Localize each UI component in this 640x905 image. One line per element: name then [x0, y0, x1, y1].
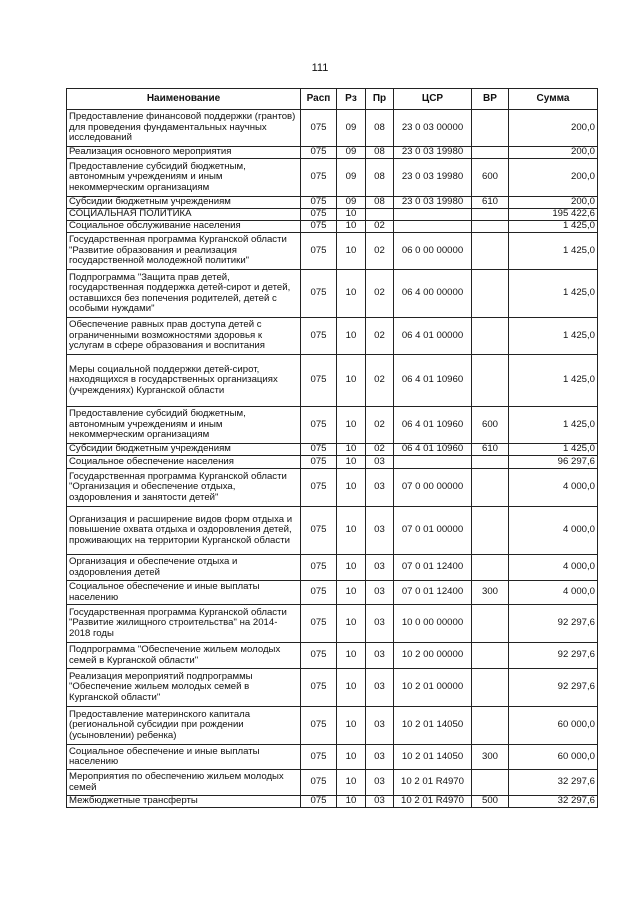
- cell-name: Государственная программа Курганской области "Развитие образования и реализация государственной молодежной политики": [67, 233, 301, 270]
- cell-vr: [472, 469, 509, 507]
- cell-name: Межбюджетные трансферты: [67, 796, 301, 808]
- cell-pr: 02: [366, 318, 394, 355]
- cell-rasp: 075: [301, 355, 337, 407]
- table-header-row: [67, 89, 598, 110]
- cell-sum: 32 297,6: [509, 796, 598, 808]
- cell-rasp: 075: [301, 643, 337, 669]
- table-row: [67, 745, 598, 770]
- column-header-csr: ЦСР: [394, 89, 472, 110]
- table-row: [67, 197, 598, 209]
- table-row: [67, 555, 598, 581]
- cell-csr: 10 2 01 14050: [394, 707, 472, 745]
- cell-rz: 10: [337, 355, 366, 407]
- cell-vr: [472, 221, 509, 233]
- cell-vr: 600: [472, 159, 509, 197]
- cell-rz: 10: [337, 643, 366, 669]
- cell-rasp: 075: [301, 209, 337, 221]
- cell-rasp: 075: [301, 581, 337, 605]
- table-row: [67, 110, 598, 147]
- cell-rasp: 075: [301, 147, 337, 159]
- cell-rz: 10: [337, 318, 366, 355]
- table-row: [67, 159, 598, 197]
- cell-rasp: 075: [301, 197, 337, 209]
- cell-rasp: 075: [301, 456, 337, 469]
- cell-vr: [472, 110, 509, 147]
- cell-csr: 10 2 00 00000: [394, 643, 472, 669]
- cell-vr: [472, 770, 509, 796]
- cell-rasp: 075: [301, 507, 337, 555]
- cell-pr: 03: [366, 456, 394, 469]
- table-row: [67, 456, 598, 469]
- cell-sum: 32 297,6: [509, 770, 598, 796]
- cell-name: Организация и расширение видов форм отдыха и повышение охвата отдыха и оздоровления детей, проживающих на территории Курганской области: [67, 507, 301, 555]
- cell-vr: [472, 669, 509, 707]
- cell-vr: 500: [472, 796, 509, 808]
- cell-rz: 10: [337, 407, 366, 444]
- cell-csr: 10 2 01 00000: [394, 669, 472, 707]
- cell-rz: 10: [337, 669, 366, 707]
- cell-rasp: 075: [301, 770, 337, 796]
- cell-name: Субсидии бюджетным учреждениям: [67, 197, 301, 209]
- budget-table: [66, 88, 598, 808]
- cell-csr: 23 0 03 19980: [394, 197, 472, 209]
- table-row: [67, 355, 598, 407]
- cell-sum: 200,0: [509, 197, 598, 209]
- table-row: [67, 209, 598, 221]
- cell-vr: 600: [472, 407, 509, 444]
- cell-pr: 02: [366, 270, 394, 318]
- cell-name: Меры социальной поддержки детей-сирот, находящихся в государственных организациях (учреждениях) Курганской области: [67, 355, 301, 407]
- cell-csr: 07 0 00 00000: [394, 469, 472, 507]
- cell-rz: 10: [337, 270, 366, 318]
- cell-csr: [394, 209, 472, 221]
- cell-vr: 610: [472, 197, 509, 209]
- cell-vr: [472, 456, 509, 469]
- cell-rz: 10: [337, 221, 366, 233]
- cell-rasp: 075: [301, 407, 337, 444]
- table-row: [67, 770, 598, 796]
- cell-rz: 10: [337, 469, 366, 507]
- cell-rasp: 075: [301, 318, 337, 355]
- cell-rz: 10: [337, 605, 366, 643]
- cell-sum: 92 297,6: [509, 643, 598, 669]
- cell-sum: 4 000,0: [509, 581, 598, 605]
- cell-sum: 1 425,0: [509, 318, 598, 355]
- cell-vr: 300: [472, 745, 509, 770]
- cell-vr: [472, 209, 509, 221]
- cell-name: Социальное обеспечение и иные выплаты населению: [67, 581, 301, 605]
- cell-rz: 10: [337, 456, 366, 469]
- cell-name: Предоставление субсидий бюджетным, автономным учреждениям и иным некоммерческим организациям: [67, 407, 301, 444]
- cell-vr: [472, 707, 509, 745]
- cell-csr: 10 2 01 R4970: [394, 770, 472, 796]
- cell-rasp: 075: [301, 233, 337, 270]
- cell-pr: 02: [366, 233, 394, 270]
- cell-rz: 10: [337, 444, 366, 456]
- cell-vr: [472, 270, 509, 318]
- cell-sum: 200,0: [509, 159, 598, 197]
- cell-csr: 07 0 01 12400: [394, 581, 472, 605]
- cell-csr: 10 2 01 14050: [394, 745, 472, 770]
- cell-rz: 10: [337, 745, 366, 770]
- cell-pr: 08: [366, 110, 394, 147]
- cell-pr: 08: [366, 159, 394, 197]
- cell-name: Предоставление субсидий бюджетным, автономным учреждениям и иным некоммерческим организациям: [67, 159, 301, 197]
- cell-rz: 10: [337, 233, 366, 270]
- cell-sum: 1 425,0: [509, 355, 598, 407]
- cell-csr: 06 4 01 10960: [394, 355, 472, 407]
- table-row: [67, 270, 598, 318]
- cell-vr: 610: [472, 444, 509, 456]
- cell-csr: 07 0 01 00000: [394, 507, 472, 555]
- cell-sum: 60 000,0: [509, 745, 598, 770]
- cell-name: Социальное обеспечение и иные выплаты населению: [67, 745, 301, 770]
- cell-sum: 4 000,0: [509, 507, 598, 555]
- cell-vr: 300: [472, 581, 509, 605]
- cell-rz: 10: [337, 581, 366, 605]
- column-header-name: Наименование: [67, 89, 301, 110]
- cell-name: Предоставление финансовой поддержки (грантов) для проведения фундаментальных научных исследований: [67, 110, 301, 147]
- cell-rz: 09: [337, 110, 366, 147]
- page-number: 111: [311, 62, 329, 74]
- cell-csr: 06 4 01 00000: [394, 318, 472, 355]
- table-row: [67, 669, 598, 707]
- cell-sum: 1 425,0: [509, 270, 598, 318]
- cell-rasp: 075: [301, 444, 337, 456]
- cell-pr: 02: [366, 355, 394, 407]
- cell-rz: 10: [337, 209, 366, 221]
- cell-sum: 1 425,0: [509, 444, 598, 456]
- table-row: [67, 221, 598, 233]
- cell-csr: 23 0 03 19980: [394, 147, 472, 159]
- table-row: [67, 707, 598, 745]
- cell-vr: [472, 318, 509, 355]
- cell-pr: 02: [366, 444, 394, 456]
- cell-sum: 1 425,0: [509, 407, 598, 444]
- cell-pr: 03: [366, 469, 394, 507]
- cell-name: Подпрограмма "Обеспечение жильем молодых семей в Курганской области": [67, 643, 301, 669]
- cell-rz: 09: [337, 159, 366, 197]
- cell-vr: [472, 555, 509, 581]
- cell-vr: [472, 643, 509, 669]
- cell-sum: 4 000,0: [509, 469, 598, 507]
- cell-sum: 92 297,6: [509, 669, 598, 707]
- cell-pr: 03: [366, 507, 394, 555]
- cell-rasp: 075: [301, 707, 337, 745]
- cell-pr: 08: [366, 147, 394, 159]
- cell-sum: 195 422,6: [509, 209, 598, 221]
- column-header-rz: Рз: [337, 89, 366, 110]
- cell-rz: 10: [337, 796, 366, 808]
- cell-rasp: 075: [301, 555, 337, 581]
- cell-pr: [366, 209, 394, 221]
- cell-name: Обеспечение равных прав доступа детей с ограниченными возможностями здоровья к услугам в сфере образования и воспитания: [67, 318, 301, 355]
- cell-pr: 03: [366, 555, 394, 581]
- cell-csr: [394, 221, 472, 233]
- cell-csr: [394, 456, 472, 469]
- cell-csr: 06 4 01 10960: [394, 444, 472, 456]
- cell-rasp: 075: [301, 745, 337, 770]
- column-header-pr: Пр: [366, 89, 394, 110]
- cell-rasp: 075: [301, 469, 337, 507]
- cell-vr: [472, 605, 509, 643]
- table-row: [67, 318, 598, 355]
- table-body: [67, 110, 598, 808]
- cell-pr: 03: [366, 669, 394, 707]
- cell-pr: 03: [366, 745, 394, 770]
- cell-name: Государственная программа Курганской области "Развитие жилищного строительства" на 2014-2018 годы: [67, 605, 301, 643]
- column-header-rasp: Расп: [301, 89, 337, 110]
- cell-vr: [472, 507, 509, 555]
- cell-rasp: 075: [301, 605, 337, 643]
- cell-rasp: 075: [301, 159, 337, 197]
- table-row: [67, 581, 598, 605]
- cell-pr: 02: [366, 407, 394, 444]
- cell-rz: 09: [337, 147, 366, 159]
- cell-csr: 23 0 03 00000: [394, 110, 472, 147]
- table-row: [67, 469, 598, 507]
- cell-vr: [472, 355, 509, 407]
- cell-pr: 03: [366, 605, 394, 643]
- table-row: [67, 407, 598, 444]
- cell-rz: 10: [337, 770, 366, 796]
- cell-pr: 08: [366, 197, 394, 209]
- cell-rasp: 075: [301, 796, 337, 808]
- cell-sum: 1 425,0: [509, 233, 598, 270]
- cell-rz: 10: [337, 707, 366, 745]
- cell-rasp: 075: [301, 110, 337, 147]
- cell-rz: 10: [337, 555, 366, 581]
- cell-pr: 03: [366, 770, 394, 796]
- cell-name: Реализация основного мероприятия: [67, 147, 301, 159]
- cell-rz: 09: [337, 197, 366, 209]
- cell-pr: 03: [366, 581, 394, 605]
- cell-name: СОЦИАЛЬНАЯ ПОЛИТИКА: [67, 209, 301, 221]
- cell-name: Подпрограмма "Защита прав детей, государственная поддержка детей-сирот и детей, оставшихся без попечения родителей, детей с особыми нуждами": [67, 270, 301, 318]
- cell-csr: 10 0 00 00000: [394, 605, 472, 643]
- cell-vr: [472, 233, 509, 270]
- cell-name: Предоставление материнского капитала (региональной субсидии при рождении (усыновлении) ребенка): [67, 707, 301, 745]
- table-row: [67, 233, 598, 270]
- cell-sum: 200,0: [509, 147, 598, 159]
- cell-sum: 92 297,6: [509, 605, 598, 643]
- cell-sum: 96 297,6: [509, 456, 598, 469]
- cell-name: Мероприятия по обеспечению жильем молодых семей: [67, 770, 301, 796]
- cell-pr: 03: [366, 643, 394, 669]
- table-row: [67, 605, 598, 643]
- cell-csr: 23 0 03 19980: [394, 159, 472, 197]
- column-header-vr: ВР: [472, 89, 509, 110]
- cell-sum: 200,0: [509, 110, 598, 147]
- cell-name: Социальное обслуживание населения: [67, 221, 301, 233]
- cell-rasp: 075: [301, 221, 337, 233]
- cell-csr: 07 0 01 12400: [394, 555, 472, 581]
- cell-vr: [472, 147, 509, 159]
- cell-csr: 10 2 01 R4970: [394, 796, 472, 808]
- cell-rz: 10: [337, 507, 366, 555]
- table-row: [67, 643, 598, 669]
- cell-csr: 06 4 00 00000: [394, 270, 472, 318]
- cell-csr: 06 4 01 10960: [394, 407, 472, 444]
- cell-sum: 4 000,0: [509, 555, 598, 581]
- cell-pr: 03: [366, 796, 394, 808]
- cell-csr: 06 0 00 00000: [394, 233, 472, 270]
- cell-name: Социальное обеспечение населения: [67, 456, 301, 469]
- cell-name: Субсидии бюджетным учреждениям: [67, 444, 301, 456]
- cell-sum: 1 425,0: [509, 221, 598, 233]
- cell-name: Государственная программа Курганской области "Организация и обеспечение отдыха, оздоровления и занятости детей": [67, 469, 301, 507]
- cell-name: Организация и обеспечение отдыха и оздоровления детей: [67, 555, 301, 581]
- table-row: [67, 147, 598, 159]
- table-row: [67, 507, 598, 555]
- column-header-sum: Сумма: [509, 89, 598, 110]
- cell-rasp: 075: [301, 270, 337, 318]
- cell-pr: 02: [366, 221, 394, 233]
- cell-sum: 60 000,0: [509, 707, 598, 745]
- cell-name: Реализация мероприятий подпрограммы "Обеспечение жильем молодых семей в Курганской области": [67, 669, 301, 707]
- table-row: [67, 444, 598, 456]
- cell-pr: 03: [366, 707, 394, 745]
- table-row: [67, 796, 598, 808]
- cell-rasp: 075: [301, 669, 337, 707]
